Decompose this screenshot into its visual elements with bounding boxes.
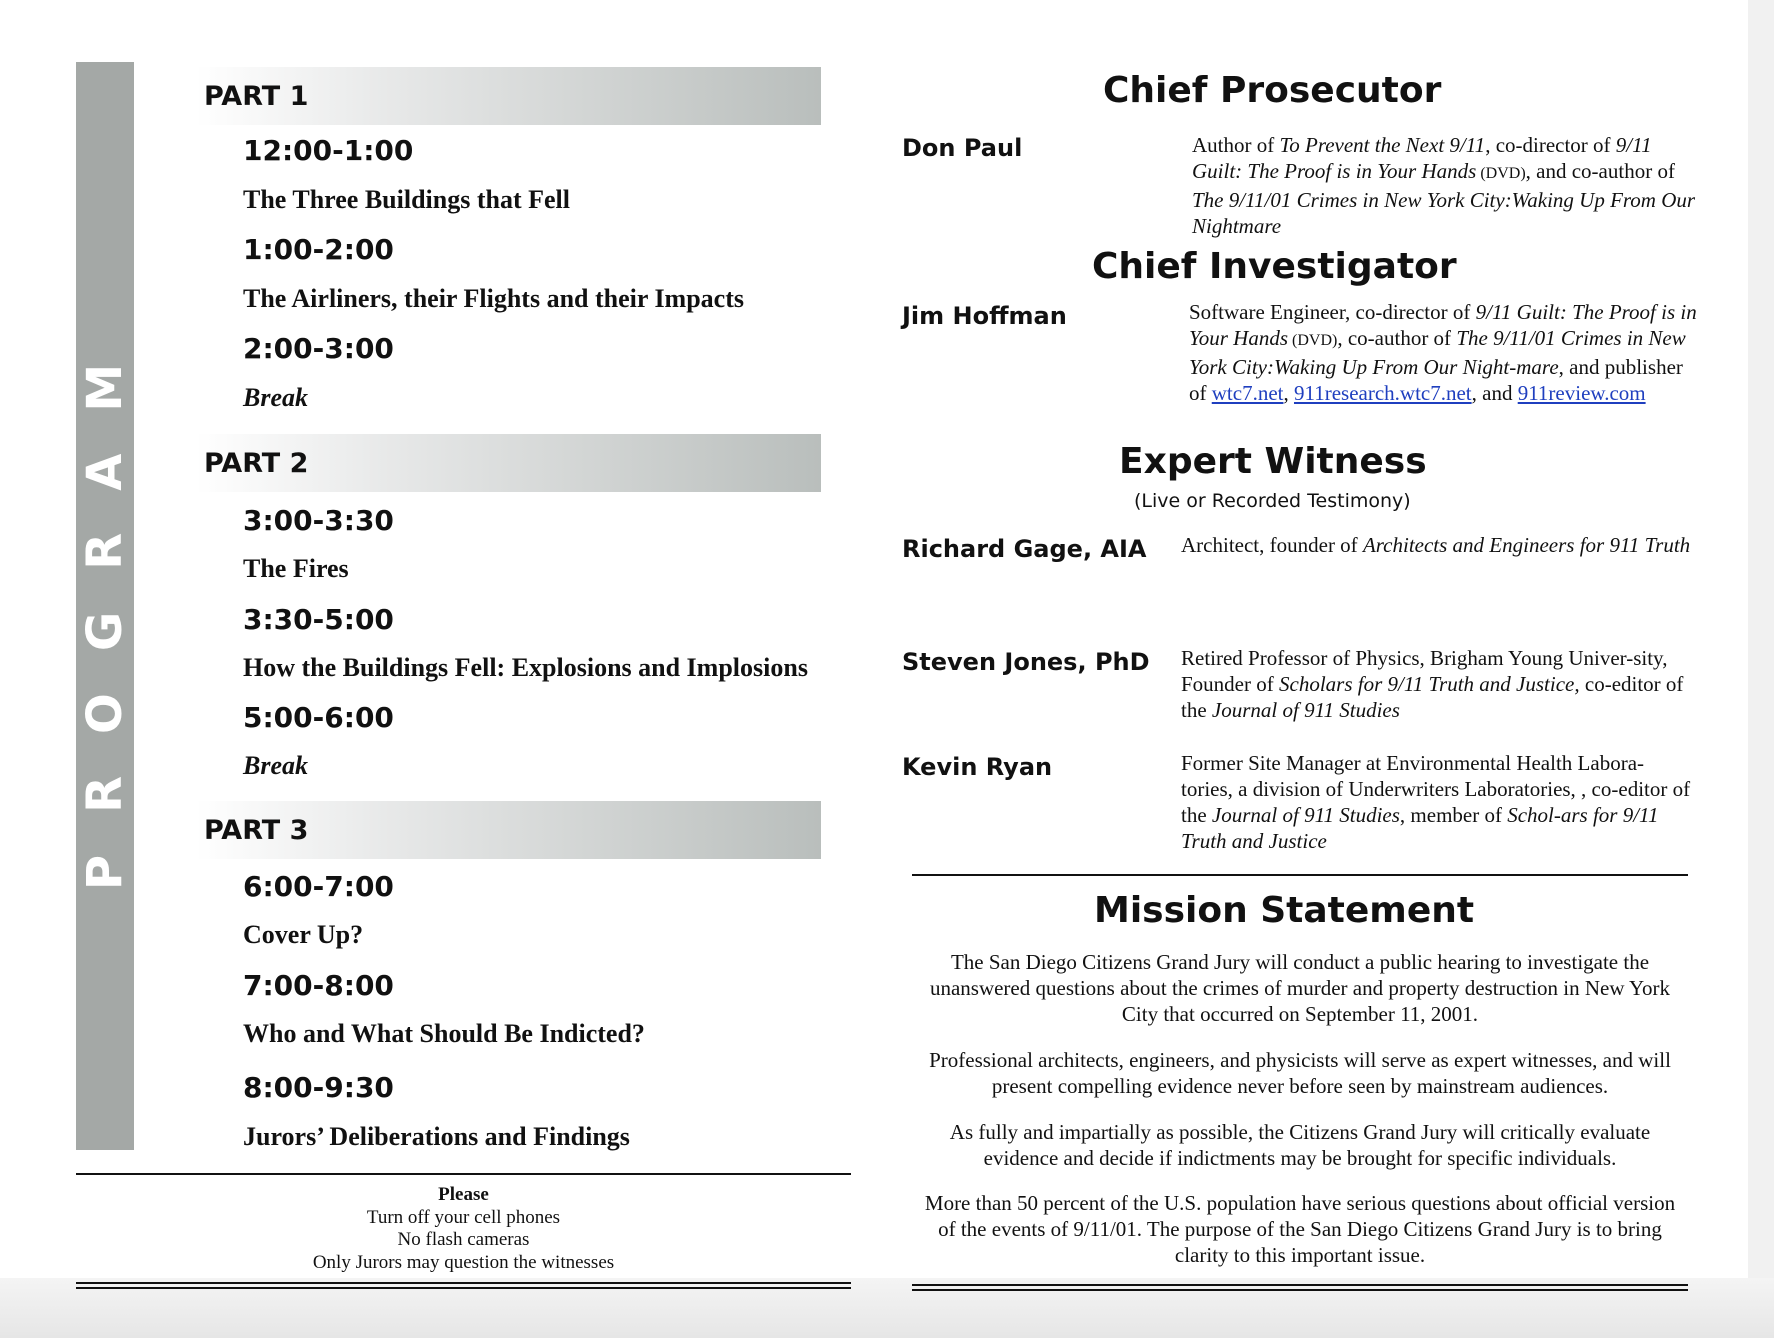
slot-time: 3:00-3:30 xyxy=(243,504,394,537)
prosecutor-name: Don Paul xyxy=(902,134,1023,162)
slot-time: 8:00-9:30 xyxy=(243,1071,394,1104)
investigator-bio: Software Engineer, co-director of 9/11 Guilt: The Proof is in Your Hands (DVD), co-author of The 9/11/01 Crimes in New York City:Waking Up From Our Night-mare, and publisher of wtc7.net, 911research.wtc7.net, and 911review.com xyxy=(1189,300,1697,405)
mission-paragraph: As fully and impartially as possible, the Citizens Grand Jury will critically evaluate evidence and decide if indictments may be brought for specific individuals. xyxy=(949,1120,1651,1170)
witness-name-jones: Steven Jones, PhD xyxy=(902,648,1150,676)
expert-witness-heading: Expert Witness xyxy=(1119,441,1427,482)
slot-time: 5:00-6:00 xyxy=(243,701,394,734)
slot-time: 6:00-7:00 xyxy=(243,870,394,903)
slot-time: 3:30-5:00 xyxy=(243,603,394,636)
notice-heading: Please xyxy=(438,1184,489,1205)
witness-bio-gage: Architect, founder of Architects and Engineers for 911 Truth xyxy=(1181,533,1691,557)
link-911research[interactable]: 911research.wtc7.net xyxy=(1293,381,1472,405)
witness-bio-ryan: Former Site Manager at Environmental Health Labora-tories, a division of Underwriters Laboratories, , co-editor of the Journal of 911 Studies, member of Schol-ars for 9/11 Truth and Justice xyxy=(1181,751,1691,853)
mission-double-rule xyxy=(912,1284,1688,1291)
slot-title-break: Break xyxy=(243,383,308,412)
chief-investigator-heading: Chief Investigator xyxy=(1092,246,1457,287)
part-3-header: PART 3 xyxy=(196,801,821,859)
investigator-name: Jim Hoffman xyxy=(902,302,1067,330)
program-divider xyxy=(76,1173,851,1175)
slot-title: The Fires xyxy=(243,554,349,583)
mission-paragraph: More than 50 percent of the U.S. population have serious questions about official version of the events of 9/11/01. The purpose of the San Diego Citizens Grand Jury is to bring clarity to this important issue. xyxy=(924,1191,1676,1267)
expert-witness-subheading: (Live or Recorded Testimony) xyxy=(1134,490,1411,512)
slot-time: 12:00-1:00 xyxy=(243,134,414,167)
notice-double-rule xyxy=(76,1282,851,1289)
part-2-header: PART 2 xyxy=(196,434,821,492)
prosecutor-bio: Author of To Prevent the Next 9/11, co-director of 9/11 Guilt: The Proof is in Your Hands (DVD), and co-author of The 9/11/01 Crimes in New York City:Waking Up From Our Nightmare xyxy=(1192,133,1696,238)
witness-bio-jones: Retired Professor of Physics, Brigham Young Univer-sity, Founder of Scholars for 9/11 Truth and Justice, co-editor of the Journal of 911 Studies xyxy=(1181,646,1684,722)
slot-time: 7:00-8:00 xyxy=(243,969,394,1002)
program-vertical-title: PROGRAM xyxy=(77,321,133,891)
chief-prosecutor-heading: Chief Prosecutor xyxy=(1103,70,1442,111)
notice-line: Turn off your cell phones xyxy=(366,1206,561,1228)
mission-statement-heading: Mission Statement xyxy=(1094,890,1475,931)
part-1-header: PART 1 xyxy=(196,67,821,125)
witness-name-ryan: Kevin Ryan xyxy=(902,753,1053,781)
link-911review[interactable]: 911review.com xyxy=(1517,381,1646,405)
slot-title: The Three Buildings that Fell xyxy=(243,185,570,214)
witness-name-gage: Richard Gage, AIA xyxy=(902,535,1147,563)
slot-title-break: Break xyxy=(243,751,308,780)
notice-line: Only Jurors may question the witnesses xyxy=(312,1251,615,1273)
slot-time: 1:00-2:00 xyxy=(243,233,394,266)
slot-time: 2:00-3:00 xyxy=(243,332,394,365)
notice-line: No flash cameras xyxy=(397,1229,530,1250)
mission-divider xyxy=(912,874,1688,876)
mission-paragraph: Professional architects, engineers, and physicists will serve as expert witnesses, and will present compelling evidence never before seen by mainstream audiences. xyxy=(929,1048,1671,1098)
slot-title: How the Buildings Fell: Explosions and Implosions xyxy=(243,653,808,682)
slot-title: Who and What Should Be Indicted? xyxy=(243,1019,645,1048)
slot-title: Jurors’ Deliberations and Findings xyxy=(243,1122,630,1151)
page-edge xyxy=(1748,0,1774,1338)
mission-paragraph: The San Diego Citizens Grand Jury will conduct a public hearing to investigate the unanswered questions about the crimes of murder and property destruction in New York City that occurred on September 11, 2001. xyxy=(929,950,1671,1026)
link-wtc7[interactable]: wtc7.net xyxy=(1211,381,1284,405)
audience-notice xyxy=(76,1184,851,1274)
slot-title: The Airliners, their Flights and their Impacts xyxy=(243,284,744,313)
slot-title: Cover Up? xyxy=(243,920,364,949)
